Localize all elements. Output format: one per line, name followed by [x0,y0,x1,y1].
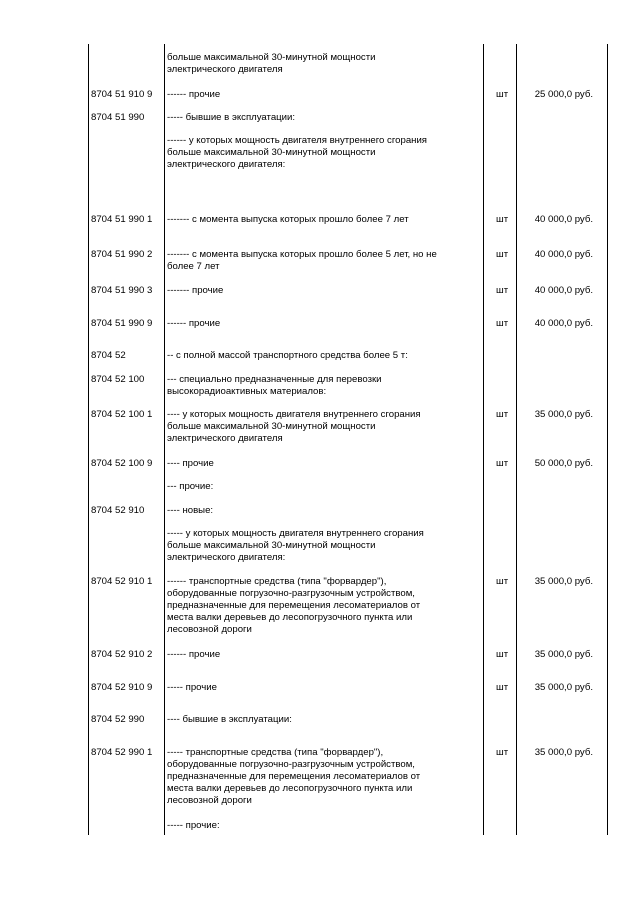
description-cell [167,505,483,517]
description-line: -- с полной массой транспортного средства более 5 т: [167,350,408,361]
unit-cell: шт [496,747,509,758]
description-line: оборудованные погрузочно-разгрузочным устройством, [167,759,415,770]
description-line: ------ прочие [167,318,221,329]
unit-cell: шт [496,318,509,329]
description-line: предназначенные для перемещения лесоматериалов от [167,771,421,782]
tnved-code-cell: 8704 52 [91,350,126,361]
description-cell [167,89,483,101]
description-line: ------- с момента выпуска которых прошло более 7 лет [167,214,409,225]
description-line: лесовозной дороги [167,624,252,635]
description-line: ---- новые: [167,505,214,516]
description-cell [167,112,483,124]
duty-rate-cell: 50 000,0 руб. [534,458,593,469]
description-line: ------ прочие [167,649,221,660]
tnved-code-cell: 8704 51 990 3 [91,285,153,296]
tnved-code-cell: 8704 52 910 [91,505,145,516]
unit-cell: шт [496,89,509,100]
tnved-code-cell: 8704 52 990 [91,714,145,725]
tnved-code-cell: 8704 52 910 1 [91,576,153,587]
description-line: места валки деревьев до лесопогрузочного пункта или [167,783,413,794]
description-line: высокорадиоактивных материалов: [167,386,327,397]
duty-rate-cell: 40 000,0 руб. [534,249,593,260]
description-line: ----- транспортные средства (типа "форвардер"), [167,747,384,758]
description-cell [167,458,483,470]
description-line: больше максимальной 30-минутной мощности [167,421,376,432]
description-line: ---- у которых мощность двигателя внутреннего сгорания [167,409,421,420]
description-cell [167,481,483,493]
duty-rate-cell: 40 000,0 руб. [534,285,593,296]
description-cell [167,350,483,362]
description-cell [167,820,483,832]
description-line: ---- прочие [167,458,214,469]
description-cell [167,52,483,76]
duty-rate-cell: 40 000,0 руб. [534,214,593,225]
unit-cell: шт [496,214,509,225]
description-line: электрического двигателя [167,433,283,444]
duty-rate-cell: 35 000,0 руб. [534,649,593,660]
description-line: ------ прочие [167,89,221,100]
table-border-left [88,44,89,835]
description-line: электрического двигателя: [167,552,286,563]
description-line: ------- с момента выпуска которых прошло более 5 лет, но не [167,249,437,260]
description-line: ----- у которых мощность двигателя внутреннего сгорания [167,528,424,539]
description-line: более 7 лет [167,261,220,272]
column-divider-code [164,44,165,835]
description-cell [167,682,483,694]
description-cell [167,747,483,807]
description-cell [167,214,483,226]
description-line: больше максимальной 30-минутной мощности [167,147,376,158]
duty-rate-cell: 25 000,0 руб. [534,89,593,100]
tnved-code-cell: 8704 52 910 9 [91,682,153,693]
duty-rate-cell: 35 000,0 руб. [534,682,593,693]
description-line: ----- прочие: [167,820,220,831]
duty-rate-cell: 40 000,0 руб. [534,318,593,329]
column-divider-description [483,44,484,835]
tnved-code-cell: 8704 52 100 [91,374,145,385]
duty-rate-cell: 35 000,0 руб. [534,747,593,758]
tnved-code-cell: 8704 51 990 9 [91,318,153,329]
description-line: ------- прочие [167,285,224,296]
description-line: ---- бывшие в эксплуатации: [167,714,292,725]
description-line: ------ транспортные средства (типа "форвардер"), [167,576,387,587]
description-cell [167,374,483,398]
description-cell [167,135,483,171]
duty-rate-cell: 35 000,0 руб. [534,576,593,587]
description-cell [167,409,483,445]
unit-cell: шт [496,409,509,420]
description-cell [167,285,483,297]
description-line: --- специально предназначенные для перевозки [167,374,382,385]
description-line: оборудованные погрузочно-разгрузочным устройством, [167,588,415,599]
tnved-code-cell: 8704 52 910 2 [91,649,153,660]
description-cell [167,649,483,661]
tnved-code-cell: 8704 51 990 1 [91,214,153,225]
description-line: больше максимальной 30-минутной мощности [167,540,376,551]
description-line: электрического двигателя [167,64,283,75]
unit-cell: шт [496,682,509,693]
description-line: места валки деревьев до лесопогрузочного пункта или [167,612,413,623]
description-cell [167,318,483,330]
description-cell [167,576,483,636]
duty-rate-cell: 35 000,0 руб. [534,409,593,420]
unit-cell: шт [496,285,509,296]
description-line: электрического двигателя: [167,159,286,170]
tnved-code-cell: 8704 51 990 2 [91,249,153,260]
column-divider-unit [516,44,517,835]
unit-cell: шт [496,458,509,469]
description-line: ----- бывшие в эксплуатации: [167,112,296,123]
description-line: --- прочие: [167,481,214,492]
description-line: больше максимальной 30-минутной мощности [167,52,376,63]
table-border-right [607,44,608,835]
unit-cell: шт [496,249,509,260]
description-line: лесовозной дороги [167,795,252,806]
description-line: ----- прочие [167,682,217,693]
description-line: ------ у которых мощность двигателя внутреннего сгорания [167,135,428,146]
tnved-code-cell: 8704 52 100 1 [91,409,153,420]
tnved-code-cell: 8704 51 910 9 [91,89,153,100]
unit-cell: шт [496,649,509,660]
tnved-code-cell: 8704 51 990 [91,112,145,123]
description-cell [167,528,483,564]
tnved-code-cell: 8704 52 100 9 [91,458,153,469]
description-line: предназначенные для перемещения лесоматериалов от [167,600,421,611]
tnved-code-cell: 8704 52 990 1 [91,747,153,758]
description-cell [167,249,483,273]
unit-cell: шт [496,576,509,587]
description-cell [167,714,483,726]
